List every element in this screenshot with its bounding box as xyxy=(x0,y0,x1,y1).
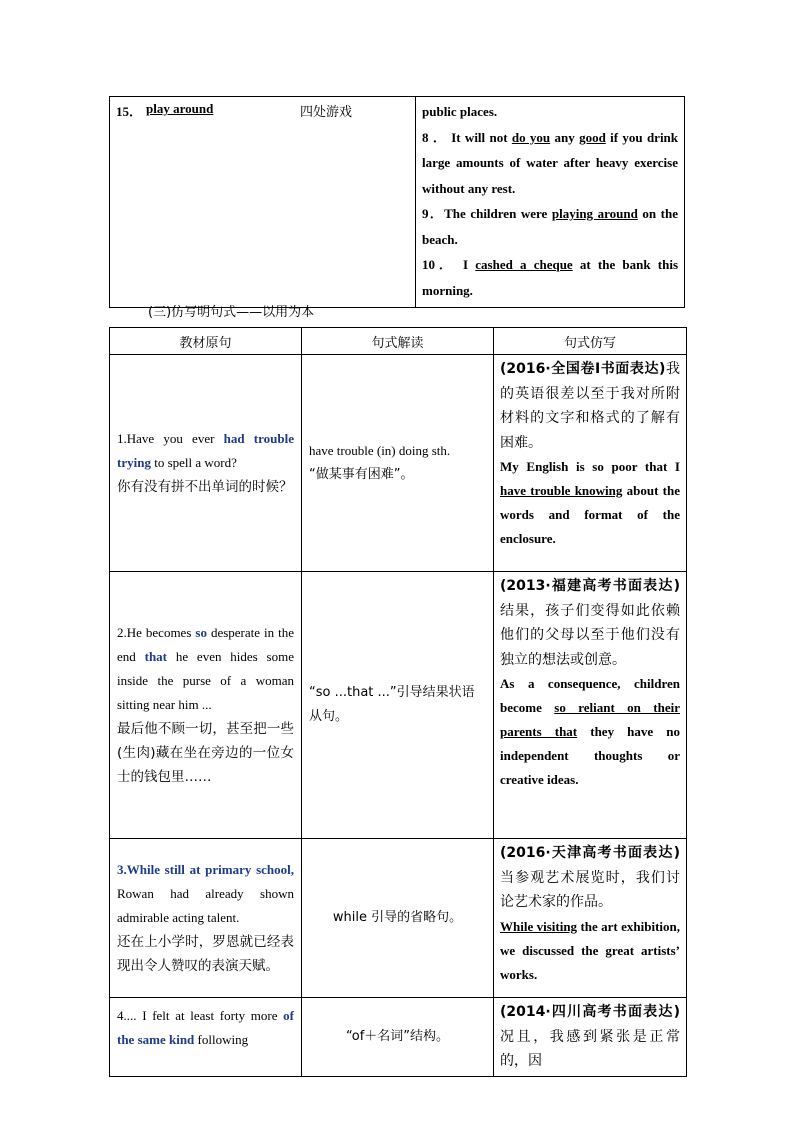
original-translation: 你有没有拼不出单词的时候？ xyxy=(117,479,293,495)
imitation-cell: (2016·全国卷Ⅰ书面表达)我的英语很差以至于我对所附材料的文字和格式的了解有困难。 My English is so poor that I have trouble knowing about the words and format of the enclosure. xyxy=(494,355,687,572)
original-sentence-cell: 3.While still at primary school, Rowan had already shown admirable acting talent. 还在上小学时，罗恩就已经表现出令人赞叹的表演天赋。 xyxy=(110,839,302,998)
imitation-cell: (2016·天津高考书面表达)当参观艺术展览时，我们讨论艺术家的作品。 While visiting the art exhibition, we discussed the great artists’ works. xyxy=(494,839,687,998)
sentence-pattern-table xyxy=(109,327,687,1077)
vocabulary-table xyxy=(109,96,685,308)
analysis-cell: have trouble (in) doing sth. “做某事有困难”。 xyxy=(302,355,494,572)
source-label: (2016·天津高考书面表达) xyxy=(500,845,680,861)
original-sentence-cell: 4.... I felt at least forty more of the same kind following xyxy=(110,998,302,1077)
example-line: public places. xyxy=(422,104,498,119)
example-line: 8 ． It will not do you any good if you drink large amounts of water after heavy exercise without any rest. xyxy=(422,129,679,196)
example-sentences-cell xyxy=(416,97,685,308)
source-label: (2013·福建高考书面表达) xyxy=(500,578,680,594)
phrase-english: play around xyxy=(146,101,214,116)
header-imitation: 句式仿写 xyxy=(494,328,687,355)
section-heading: (三)仿写明句式——以用为本 xyxy=(148,305,315,320)
analysis-cell: while 引导的省略句。 xyxy=(302,839,494,998)
table-row xyxy=(110,839,687,998)
table-row xyxy=(110,572,687,839)
original-translation: 最后他不顾一切，甚至把一些(生肉)藏在坐在旁边的一位女士的钱包里…… xyxy=(117,721,294,785)
example-line: 10． I cashed a cheque at the bank this morning. xyxy=(422,257,678,298)
phrase-chinese: 四处游戏 xyxy=(300,105,353,120)
source-label: (2014·四川高考书面表达) xyxy=(500,1004,680,1020)
header-analysis: 句式解读 xyxy=(302,328,494,355)
phrase-number: 15． xyxy=(116,104,143,119)
table-row xyxy=(110,355,687,572)
table-row xyxy=(110,998,687,1077)
header-original: 教材原句 xyxy=(110,328,302,355)
original-translation: 还在上小学时，罗恩就已经表现出令人赞叹的表演天赋。 xyxy=(117,934,294,974)
example-line: 9．The children were playing around on the beach. xyxy=(422,206,679,247)
phrase-cell xyxy=(110,97,416,308)
analysis-cell: “of＋名词”结构。 xyxy=(302,998,494,1077)
source-label: (2016·全国卷Ⅰ书面表达) xyxy=(500,361,666,377)
original-sentence-cell: 1.Have you ever had trouble trying to spell a word? 你有没有拼不出单词的时候？ xyxy=(110,355,302,572)
original-sentence-cell: 2.He becomes so desperate in the end that he even hides some inside the purse of a woman sitting near him ... 最后他不顾一切，甚至把一些(生肉)藏在坐在旁边的一位女士的钱包里…… xyxy=(110,572,302,839)
imitation-cell: (2014·四川高考书面表达)况且，我感到紧张是正常的，因 xyxy=(494,998,687,1077)
analysis-cell: “so ...that ...”引导结果状语从句。 xyxy=(302,572,494,839)
imitation-cell: (2013·福建高考书面表达)结果，孩子们变得如此依赖他们的父母以至于他们没有独立的想法或创意。 As a consequence, children become so reliant on their parents that they have no independent thoughts or creative ideas. xyxy=(494,572,687,839)
